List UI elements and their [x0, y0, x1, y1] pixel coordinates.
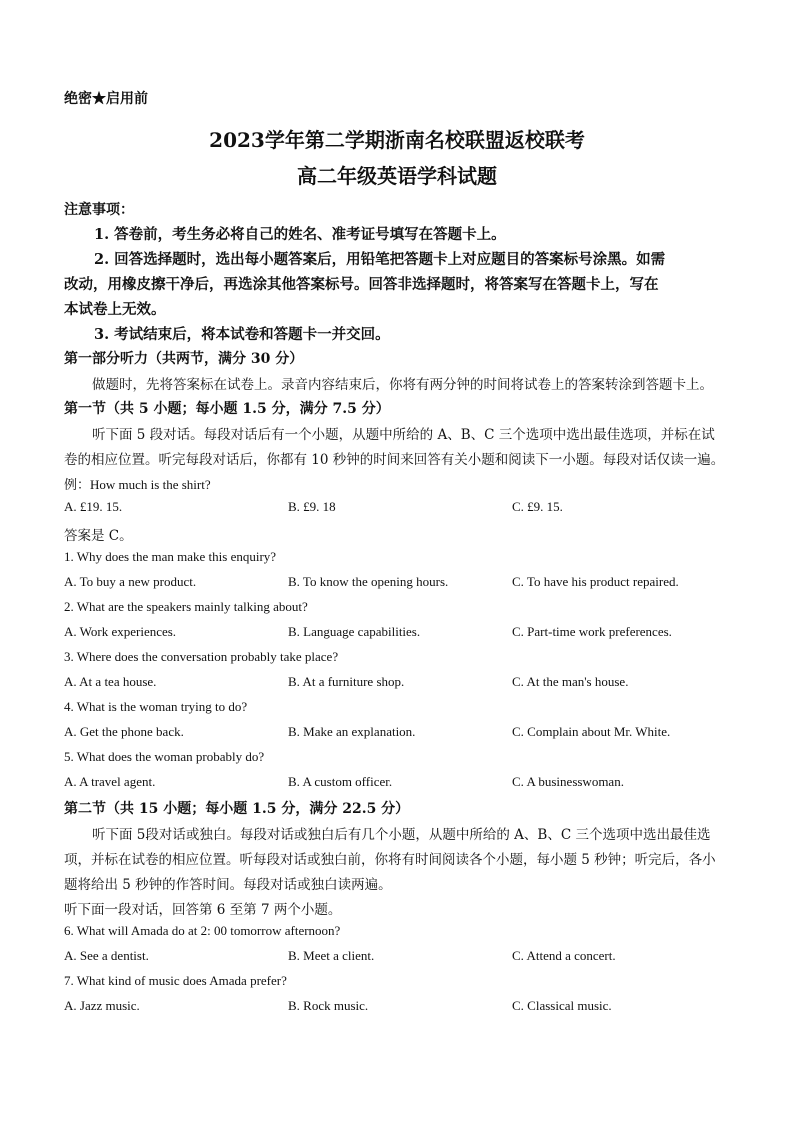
section2-heading: 第二节（共 15 小题；每小题 1.5 分，满分 22.5 分）	[64, 801, 410, 817]
question-4-option-a: A. Get the phone back.	[64, 724, 184, 739]
question-3-option-c: C. At the man's house.	[512, 674, 629, 689]
question-2-option-c: C. Part-time work preferences.	[512, 624, 672, 639]
question-4-option-b: B. Make an explanation.	[288, 724, 416, 739]
question-7-option-c: C. Classical music.	[512, 998, 612, 1013]
note-item-1: 1. 答卷前，考生务必将自己的姓名、准考证号填写在答题卡上。	[94, 226, 506, 243]
question-2: 2. What are the speakers mainly talking about?	[64, 599, 308, 614]
question-6: 6. What will Amada do at 2: 00 tomorrow afternoon?	[64, 923, 341, 938]
question-1-option-b: B. To know the opening hours.	[288, 574, 449, 589]
question-4-option-c: C. Complain about Mr. White.	[512, 724, 671, 739]
question-2-option-b: B. Language capabilities.	[288, 624, 421, 639]
note-item-2-line-2: 改动，用橡皮擦干净后，再选涂其他答案标号。回答非选择题时，将答案写在答题卡上，写在	[64, 276, 659, 293]
confidential-mark: 绝密★启用前	[64, 91, 148, 107]
note-item-2-line-1: 2. 回答选择题时，选出每小题答案后，用铅笔把答题卡上对应题目的答案标号涂黑。如需	[94, 251, 666, 268]
example-option-a: A. £19. 15.	[64, 499, 123, 514]
question-5: 5. What does the woman probably do?	[64, 749, 265, 764]
note-item-3: 3. 考试结束后，将本试卷和答题卡一并交回。	[94, 326, 390, 343]
section2-instructions-line-2: 项，并标在试卷的相应位置。听每段对话或独白前，你将有时间阅读各个小题，每小题 5 秒钟；听完后，各小	[64, 852, 716, 868]
question-6-option-a: A. See a dentist.	[64, 948, 149, 963]
question-5-option-b: B. A custom officer.	[288, 774, 393, 789]
question-1: 1. Why does the man make this enquiry?	[64, 549, 277, 564]
section2-sub-intro: 听下面一段对话，回答第 6 至第 7 两个小题。	[64, 902, 342, 918]
question-6-option-c: C. Attend a concert.	[512, 948, 616, 963]
question-1-option-a: A. To buy a new product.	[64, 574, 197, 589]
question-2-option-a: A. Work experiences.	[64, 624, 177, 639]
section2-instructions-line-3: 题将给出 5 秒钟的作答时间。每段对话或独白读两遍。	[64, 877, 392, 893]
question-5-option-a: A. A travel agent.	[64, 774, 156, 789]
question-5-option-c: C. A businesswoman.	[512, 774, 624, 789]
question-7: 7. What kind of music does Amada prefer?	[64, 973, 287, 988]
example-option-b: B. £9. 18	[288, 499, 336, 514]
question-7-option-a: A. Jazz music.	[64, 998, 140, 1013]
question-3-option-a: A. At a tea house.	[64, 674, 157, 689]
question-1-option-c: C. To have his product repaired.	[512, 574, 679, 589]
section1-instructions-line-2: 卷的相应位置。听完每段对话后，你都有 10 秒钟的时间来回答有关小题和阅读下一小题。每段对话仅读一遍。	[64, 452, 725, 468]
section2-instructions-line-1: 听下面 5段对话或独白。每段对话或独白后有几个小题，从题中所给的 A、B、C 三个选项中选出最佳选	[92, 827, 711, 843]
question-6-option-b: B. Meet a client.	[288, 948, 375, 963]
example-answer: 答案是 C。	[64, 528, 133, 544]
section1-heading: 第一节（共 5 小题；每小题 1.5 分，满分 7.5 分）	[64, 401, 390, 417]
part1-heading: 第一部分听力（共两节，满分 30 分）	[64, 351, 304, 367]
question-7-option-b: B. Rock music.	[288, 998, 369, 1013]
part1-intro: 做题时，先将答案标在试卷上。录音内容结束后，你将有两分钟的时间将试卷上的答案转涂到答题卡上。	[92, 377, 713, 393]
note-item-2-line-3: 本试卷上无效。	[64, 301, 166, 318]
exam-title: 2023学年第二学期浙南名校联盟返校联考	[209, 128, 585, 152]
question-3: 3. Where does the conversation probably take place?	[64, 649, 339, 664]
section1-instructions-line-1: 听下面 5 段对话。每段对话后有一个小题，从题中所给的 A、B、C 三个选项中选出最佳选项，并标在试	[92, 427, 715, 443]
example-question: 例：How much is the shirt?	[64, 477, 211, 492]
question-3-option-b: B. At a furniture shop.	[288, 674, 405, 689]
exam-subtitle: 高二年级英语学科试题	[297, 164, 497, 188]
example-option-c: C. £9. 15.	[512, 499, 563, 514]
notes-heading: 注意事项：	[64, 202, 134, 218]
question-4: 4. What is the woman trying to do?	[64, 699, 248, 714]
